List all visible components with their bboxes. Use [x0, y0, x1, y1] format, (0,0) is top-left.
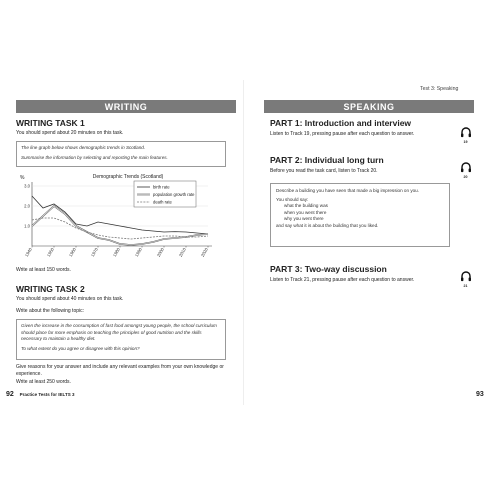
headphones-icon[interactable] — [460, 161, 472, 175]
task1-time: You should spend about 20 minutes on this task. — [16, 130, 124, 136]
series-line-1 — [32, 206, 208, 245]
task2-time: You should spend about 40 minutes on this task. — [16, 296, 124, 302]
task2-prompt-p2: To what extent do you agree or disagree with this opinion? — [21, 345, 140, 351]
task1-prompt-box — [16, 141, 226, 167]
task1-prompt-line1: The line graph below shows demographic trends in Scotland. — [21, 145, 146, 150]
part2-heading: PART 2: Individual long turn — [270, 155, 384, 165]
writing-task-1-heading: WRITING TASK 1 — [16, 118, 85, 128]
part1-instruction: Listen to Track 19, pressing pause after each question to answer. — [270, 131, 415, 137]
demographic-chart — [16, 172, 216, 264]
cue-say: You should say: — [276, 196, 309, 202]
task-card — [270, 183, 450, 247]
part2-instruction: Before you read the task card, listen to Track 20. — [270, 168, 378, 174]
speaking-header — [264, 100, 474, 113]
legend-label: population growth rate — [153, 192, 195, 198]
cue-point: what the building was — [284, 203, 328, 209]
series-line-inner-1 — [32, 206, 208, 245]
legend-label: death rate — [153, 199, 172, 205]
part3-heading: PART 3: Two-way discussion — [270, 264, 387, 274]
x-tick-label: 1940 — [23, 247, 33, 258]
chart-title: Demographic Trends (Scotland) — [92, 174, 164, 180]
task1-prompt-line2: Summarise the information by selecting and reporting the main features. — [21, 154, 168, 160]
track-19-label: 19 — [463, 140, 468, 144]
y-axis-label: % — [20, 175, 25, 181]
x-tick-label: 2000 — [155, 247, 165, 258]
cue-point: why you went there — [284, 216, 324, 222]
part3-instruction: Listen to Track 21, pressing pause after each question to answer. — [270, 277, 415, 283]
task2-intro: Write about the following topic: — [16, 308, 85, 314]
legend-label: birth rate — [153, 184, 170, 190]
headphones-icon[interactable] — [460, 270, 472, 284]
y-tick-label: 3.0 — [24, 183, 30, 189]
left-page-number: 92 — [6, 391, 14, 398]
writing-header — [16, 100, 236, 113]
part1-heading: PART 1: Introduction and interview — [270, 118, 412, 128]
x-tick-label: 2020 — [199, 247, 209, 258]
writing-task-2-heading: WRITING TASK 2 — [16, 284, 85, 294]
cue-point: when you went there — [284, 209, 327, 215]
task1-word-count: Write at least 150 words. — [16, 267, 71, 273]
y-tick-label: 1.0 — [24, 223, 30, 229]
speaking-header-label: SPEAKING — [337, 102, 400, 112]
book-title: Practice Tests for IELTS 3 — [19, 392, 75, 397]
y-tick-label: 2.0 — [24, 203, 30, 209]
track-21-label: 21 — [463, 284, 468, 288]
demographic-chart-svg — [16, 172, 216, 264]
headphones-icon[interactable] — [460, 126, 472, 140]
task2-prompt-p1: Given the increase in the consumption of fast food amongst young people, the school curriculum should place far more emphasis on teaching the principles of good nutrition and the skills necessary to maintain a healthy diet. — [21, 323, 217, 341]
left-footer — [6, 391, 74, 398]
x-tick-label: 1990 — [133, 247, 143, 258]
x-tick-label: 1980 — [111, 247, 121, 258]
cue-end: and say what it is about the building that you liked. — [276, 222, 379, 228]
right-page-number: 93 — [476, 391, 484, 398]
writing-header-label: WRITING — [99, 102, 154, 112]
task2-word-count: Write at least 250 words. — [16, 379, 71, 385]
cue-intro: Describe a building you have seen that made a big impression on you. — [276, 188, 420, 193]
task2-prompt-box — [16, 319, 226, 360]
task2-instructions: Give reasons for your answer and include any relevant examples from your own knowledge or experience. — [16, 364, 224, 377]
right-page — [244, 0, 488, 488]
series-line-2 — [32, 218, 208, 239]
x-tick-label: 1950 — [45, 247, 55, 258]
x-tick-label: 2010 — [177, 247, 187, 258]
x-tick-label: 1970 — [89, 247, 99, 258]
running-head: Test 3: Speaking — [420, 86, 459, 92]
track-20-label: 20 — [463, 175, 468, 179]
x-tick-label: 1960 — [67, 247, 77, 258]
